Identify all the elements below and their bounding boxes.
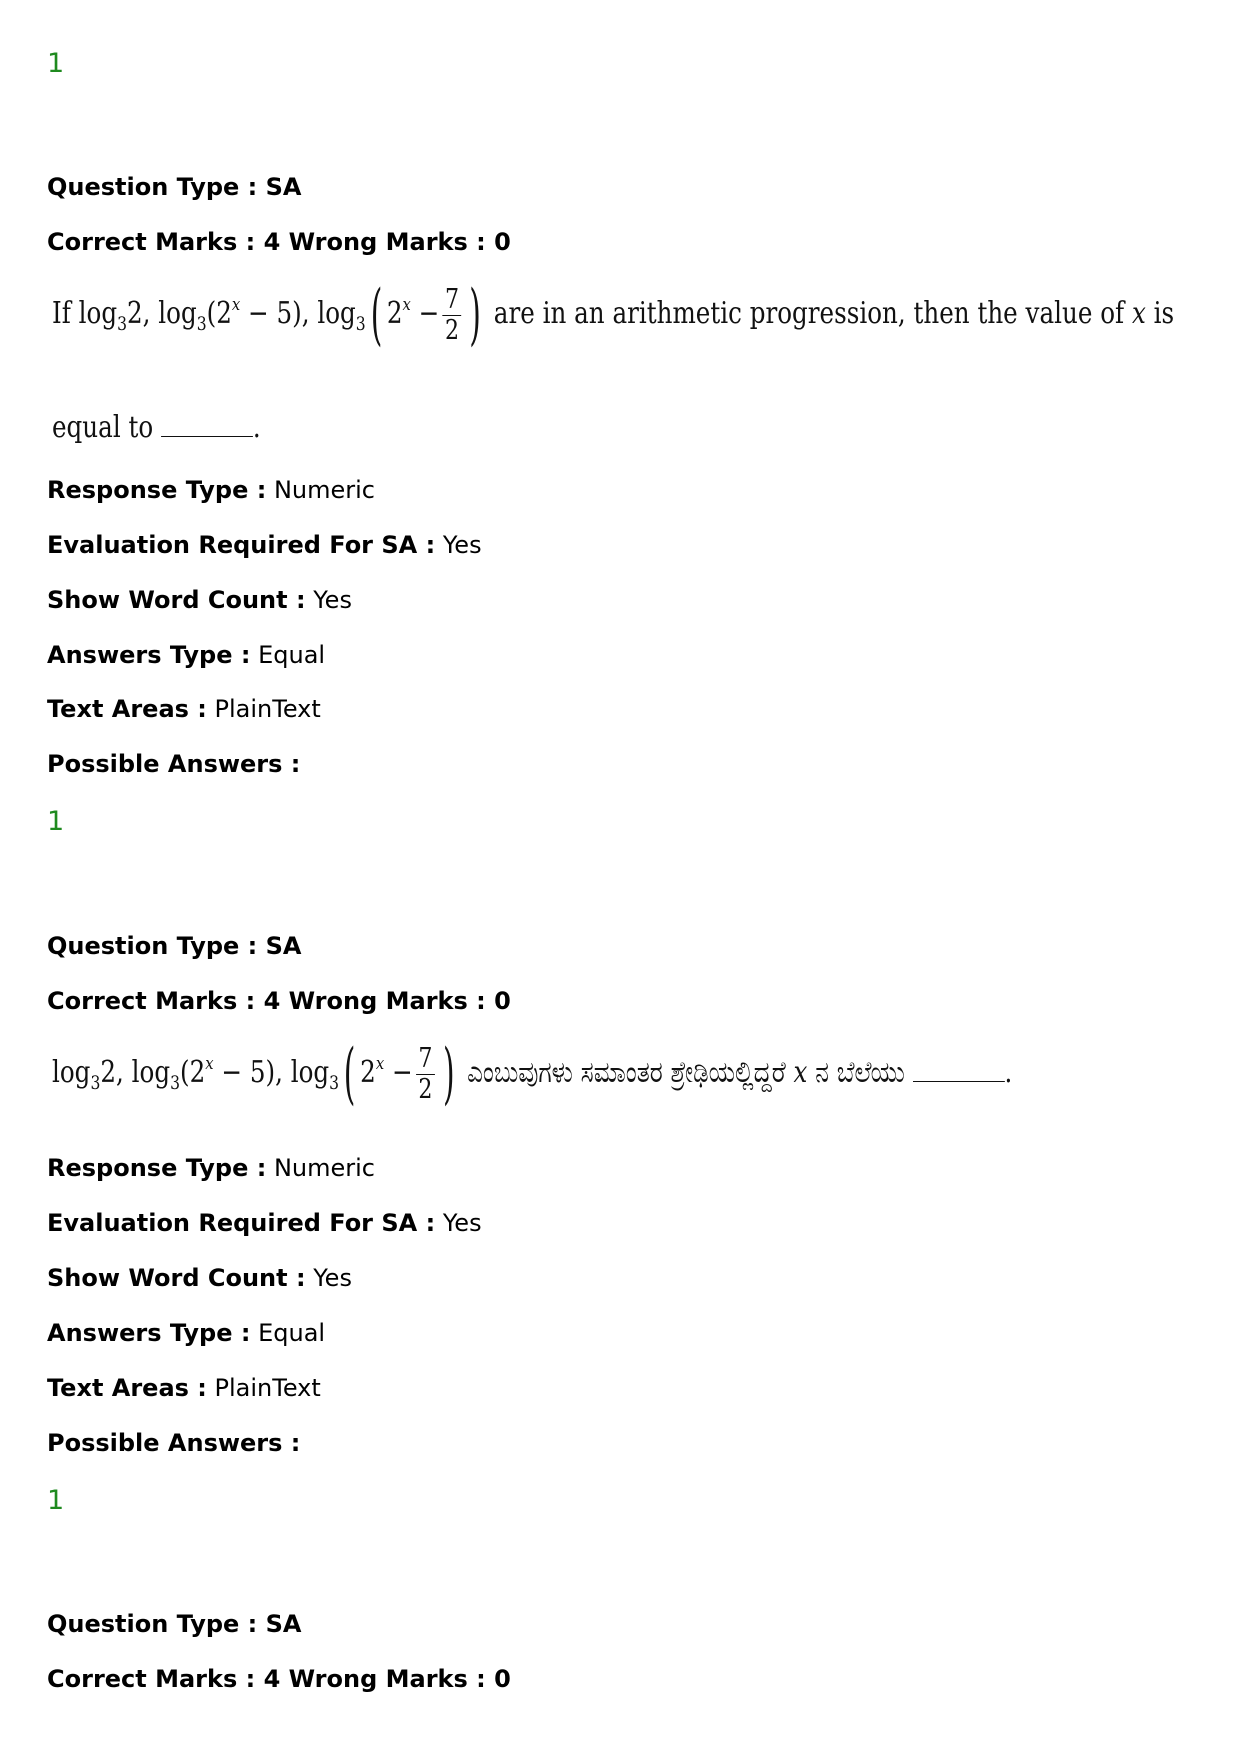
- answer-blank: [913, 1067, 1005, 1082]
- possible-answers-label: Possible Answers :: [47, 1429, 301, 1457]
- answers-type-label: Answers Type :: [47, 641, 251, 669]
- text-areas-label: Text Areas :: [47, 695, 207, 723]
- evaluation-value: Yes: [442, 1209, 482, 1237]
- evaluation-value: Yes: [442, 531, 482, 559]
- question-lead: If: [52, 296, 71, 331]
- question-type-value: SA: [265, 173, 302, 201]
- word-count-value: Yes: [313, 1264, 352, 1292]
- evaluation-label: Evaluation Required For SA :: [47, 1209, 436, 1237]
- question-type: [47, 172, 301, 202]
- possible-answer-value: 1: [47, 1485, 65, 1516]
- question-type-label: Question Type :: [47, 173, 258, 201]
- text-areas-value: PlainText: [214, 695, 321, 723]
- question-text: are in an arithmetic progression, then the value of: [493, 296, 1125, 331]
- question-type-value: SA: [265, 1610, 302, 1638]
- text-areas-label: Text Areas :: [47, 1374, 207, 1402]
- question-type-label: Question Type :: [47, 1610, 258, 1638]
- possible-answer-value: 1: [47, 806, 65, 837]
- answers-type-value: Equal: [258, 1319, 326, 1347]
- question-text: ಎಂಬುವುಗಳು ಸಮಾಂತರ ಶ್ರೇಢಿಯಲ್ಲಿದ್ದರೆ: [467, 1055, 786, 1090]
- evaluation-label: Evaluation Required For SA :: [47, 531, 436, 559]
- text-areas: [47, 1373, 321, 1403]
- response-type: [47, 475, 375, 505]
- marks-line: Correct Marks : 4 Wrong Marks : 0: [47, 1665, 511, 1693]
- question-number: 1: [47, 48, 65, 79]
- response-type-label: Response Type :: [47, 1154, 267, 1182]
- marks-line: Correct Marks : 4 Wrong Marks : 0: [47, 228, 511, 256]
- word-count-value: Yes: [313, 586, 352, 614]
- text-areas: [47, 694, 321, 724]
- response-type-value: Numeric: [273, 1154, 375, 1182]
- question-text-line2: equal to: [52, 410, 154, 445]
- question-type: [47, 1609, 301, 1639]
- possible-answers-label: Possible Answers :: [47, 750, 301, 778]
- question-type-value: SA: [265, 932, 302, 960]
- answers-type-label: Answers Type :: [47, 1319, 251, 1347]
- text-areas-value: PlainText: [214, 1374, 321, 1402]
- answers-type: [47, 1318, 325, 1348]
- response-type: [47, 1153, 375, 1183]
- answer-blank: [161, 422, 253, 437]
- response-type-label: Response Type :: [47, 476, 267, 504]
- show-word-count: [47, 1263, 352, 1293]
- answers-type-value: Equal: [258, 641, 326, 669]
- question-text-end: is: [1153, 296, 1175, 331]
- question-variable: x: [793, 1055, 808, 1090]
- question-image: $\log_32$, $\log_3(2^x - 5)$, $\log_3$( $2^x$ − $\frac{7}{2}$ ) ಎಂಬುವುಗಳು ಸಮಾಂತರ ಶ್ರೇಢಿಯಲ್ಲಿದ್ದರೆ x ನ ಬೆಲೆಯು .: [52, 1035, 1013, 1112]
- word-count-label: Show Word Count :: [47, 586, 306, 614]
- answers-type: [47, 640, 325, 670]
- question-variable: x: [1131, 296, 1146, 331]
- question-image-line2: equal to .: [52, 410, 261, 445]
- show-word-count: [47, 585, 352, 615]
- evaluation-required: [47, 530, 482, 560]
- marks-line: Correct Marks : 4 Wrong Marks : 0: [47, 987, 511, 1015]
- question-image: If $\log_32$, $\log_3(2^x - 5)$, $\log_3$( $2^x$ − $\frac{7}{2}$ ) are in an arithmetic progression, then the value of x is: [52, 276, 1175, 353]
- question-type: [47, 931, 301, 961]
- response-type-value: Numeric: [273, 476, 375, 504]
- evaluation-required: [47, 1208, 482, 1238]
- question-type-label: Question Type :: [47, 932, 258, 960]
- word-count-label: Show Word Count :: [47, 1264, 306, 1292]
- question-text-end: ನ ಬೆಲೆಯು: [815, 1055, 905, 1090]
